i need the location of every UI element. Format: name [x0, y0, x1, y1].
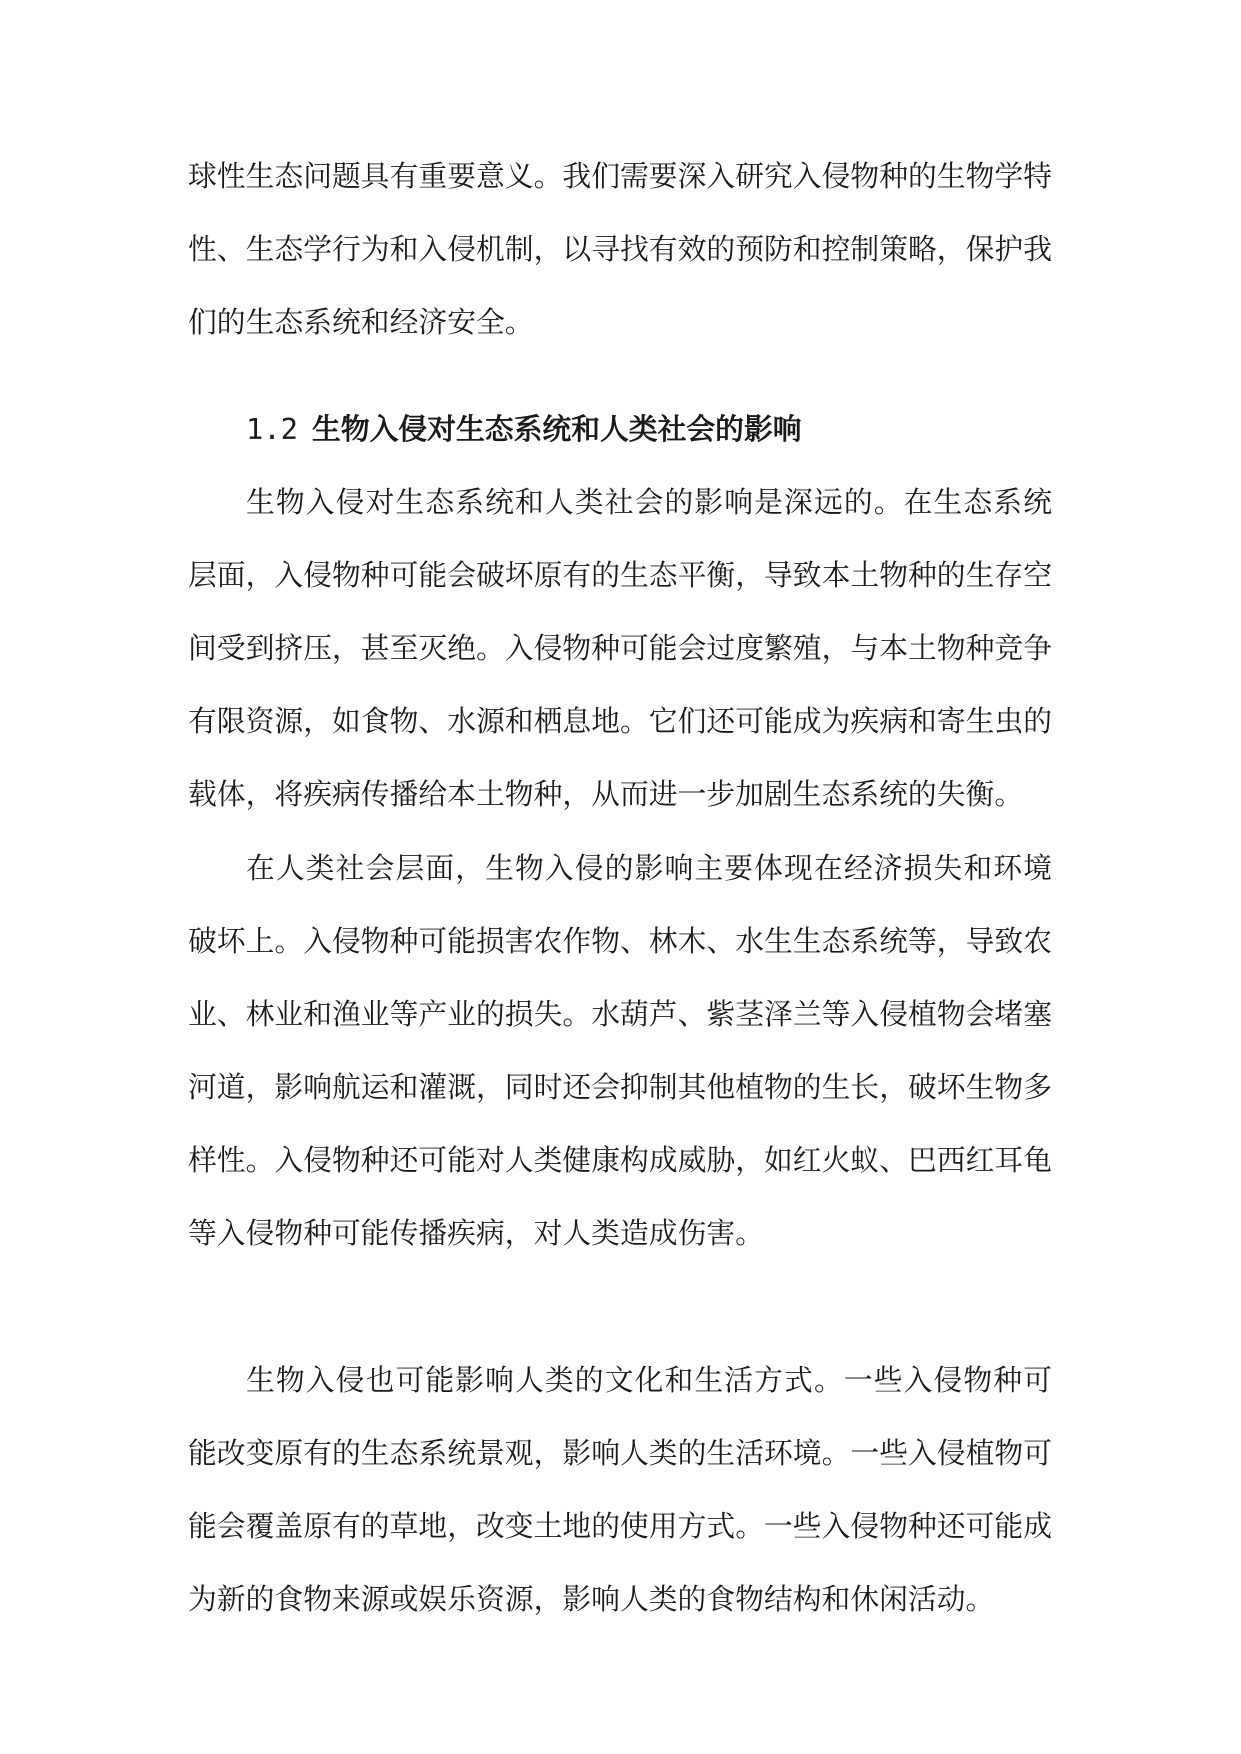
section-number: 1.2 — [246, 412, 299, 446]
section-heading — [246, 399, 802, 459]
section-title: 生物入侵对生态系统和人类社会的影响 — [312, 412, 802, 446]
body-paragraph-3: 生物入侵也可能影响人类的文化和生活方式。一些入侵物种可能改变原有的生态系统景观，影响人类的生活环境。一些入侵植物可能会覆盖原有的草地，改变土地的使用方式。一些入侵物种还可能成为新的食物来源或娱乐资源，影响人类的食物结构和休闲活动。 — [188, 1363, 1052, 1616]
body-paragraph-2: 在人类社会层面，生物入侵的影响主要体现在经济损失和环境破坏上。入侵物种可能损害农作物、林木、水生生态系统等，导致农业、林业和渔业等产业的损失。水葫芦、紫茎泽兰等入侵植物会堵塞河道，影响航运和灌溉，同时还会抑制其他植物的生长，破坏生物多样性。入侵物种还可能对人类健康构成威胁，如红火蚁、巴西红耳龟等入侵物种可能传播疾病，对人类造成伤害。 — [188, 851, 1052, 1250]
continuation-paragraph: 球性生态问题具有重要意义。我们需要深入研究入侵物种的生物学特性、生态学行为和入侵机制，以寻找有效的预防和控制策略，保护我们的生态系统和经济安全。 — [188, 159, 1052, 339]
body-paragraph-1: 生物入侵对生态系统和人类社会的影响是深远的。在生态系统层面，入侵物种可能会破坏原有的生态平衡，导致本土物种的生存空间受到挤压，甚至灭绝。入侵物种可能会过度繁殖，与本土物种竞争有限资源，如食物、水源和栖息地。它们还可能成为疾病和寄生虫的载体，将疾病传播给本土物种，从而进一步加剧生态系统的失衡。 — [188, 485, 1052, 811]
